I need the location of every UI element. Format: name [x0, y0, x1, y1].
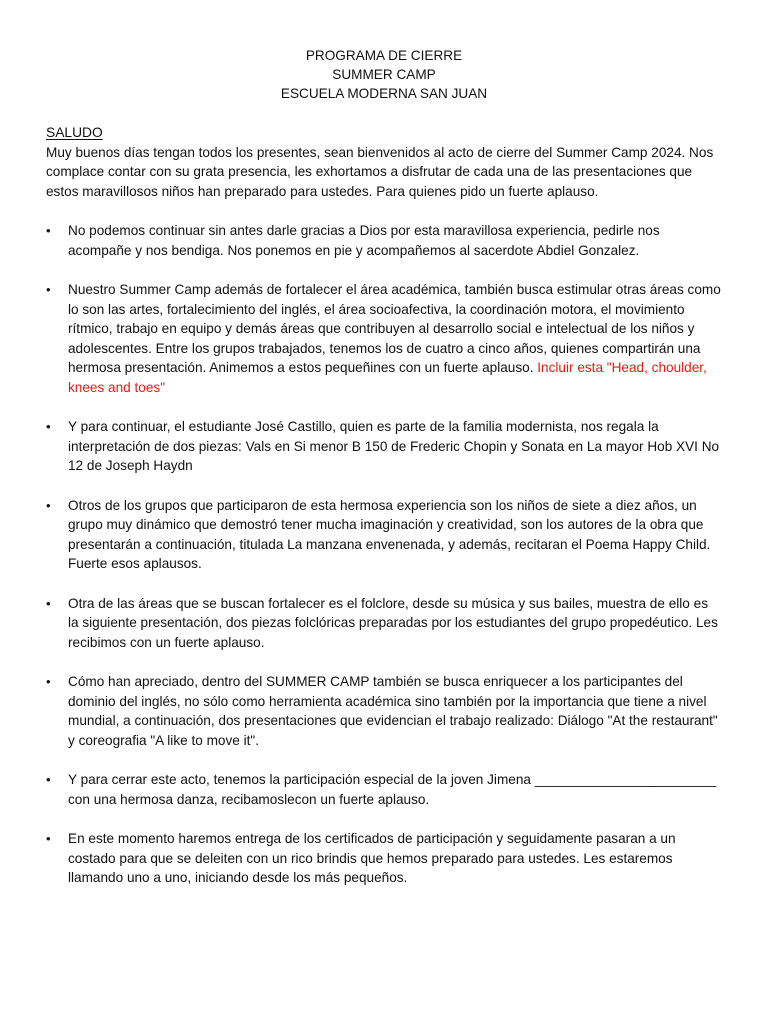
section-title-saludo: SALUDO [46, 125, 103, 140]
list-item-text: En este momento haremos entrega de los certificados de participación y seguidamente pasaran a un costado para que se deleiten con un rico brindis que hemos preparado para ustedes. Les estaremos llamando uno a uno, iniciando desde los más pequeños. [68, 831, 676, 885]
saludo-paragraph: Muy buenos días tengan todos los presentes, sean bienvenidos al acto de cierre del Summer Camp 2024. Nos complace contar con su grata presencia, les exhortamos a disfrutar de cada una de las presentaciones que estos maravillosos niños han preparado para ustedes. Para quienes pido un fuerte aplauso. [46, 144, 714, 199]
list-item-note: Incluir esta "Head, choulder, knees and toes" [68, 360, 707, 395]
bullet-icon: • [46, 595, 51, 611]
bullet-icon: • [46, 674, 51, 689]
header-line-3: ESCUELA MODERNA SAN JUAN [280, 86, 488, 101]
program-list [46, 221, 722, 888]
bullet-icon: • [46, 282, 51, 297]
bullet-icon: • [46, 419, 51, 434]
list-item-text: Otra de las áreas que se buscan fortalecer es el folclore, desde su música y sus bailes, muestra de ello es la siguiente presentación, dos piezas folclóricas preparadas por los estudiantes del grupo propedéutico. Les recibimos con un fuerte aplauso. [68, 595, 718, 650]
list-item [46, 221, 722, 260]
list-item-text: Otros de los grupos que participaron de esta hermosa experiencia son los niños de siete a diez años, un grupo muy dinámico que demostró tener mucha imaginación y creatividad, son los autores de la obra que presentarán a continuación, titulada La manzana envenenada, y además, recitaran el Poema Happy Child. Fuerte esos aplausos. [68, 497, 711, 571]
header-line-2: SUMMER CAMP [332, 67, 436, 82]
list-item [46, 496, 722, 574]
header-line-1: PROGRAMA DE CIERRE [305, 48, 463, 63]
list-item-text: No podemos continuar sin antes darle gracias a Dios por esta maravillosa experiencia, pedirle nos acompañe y nos bendiga. Nos ponemos en pie y acompañemos al sacerdote Abdiel Gonzalez. [68, 223, 660, 258]
bullet-icon: • [46, 223, 51, 238]
list-item [46, 829, 722, 888]
bullet-icon: • [46, 831, 51, 846]
list-item [46, 594, 722, 653]
list-item-text: Nuestro Summer Camp además de fortalecer el área académica, también busca estimular otras áreas como lo son las artes, fortalecimiento del inglés, el área socioafectiva, la coordinación motora, el movimiento rítmico, trabajo en equipo y demás áreas que contribuyen al desarrollo social e intelectual de los niños y adolescentes. Entre los grupos trabajados, tenemos los de cuatro a cinco años, quienes compartirán una hermosa presentación. Animemos a estos pequeñines con un fuerte aplauso. [68, 282, 721, 375]
document-header [46, 46, 722, 103]
bullet-icon: • [46, 772, 51, 787]
list-item [46, 770, 722, 809]
list-item [46, 280, 722, 397]
bullet-icon: • [46, 497, 51, 513]
list-item-text: Y para continuar, el estudiante José Castillo, quien es parte de la familia modernista, nos regala la interpretación de dos piezas: Vals en Si menor B 150 de Frederic Chopin y Sonata en La mayor Hob XVI No 12 de Joseph Haydn [68, 419, 720, 473]
list-item-text: Cómo han apreciado, dentro del SUMMER CAMP también se busca enriquecer a los participantes del dominio del inglés, no sólo como herramienta académica sino también por la importancia que tiene a nivel mundial, a continuación, dos presentaciones que evidencian el trabajo realizado: Diálogo "At the restaurant" y coreografia "A like to move it". [68, 674, 718, 748]
list-item [46, 417, 722, 476]
list-item [46, 672, 722, 750]
list-item-text: Y para cerrar este acto, tenemos la participación especial de la joven Jimena ________________________ con una hermosa danza, recibamoslecon un fuerte aplauso. [68, 772, 717, 807]
